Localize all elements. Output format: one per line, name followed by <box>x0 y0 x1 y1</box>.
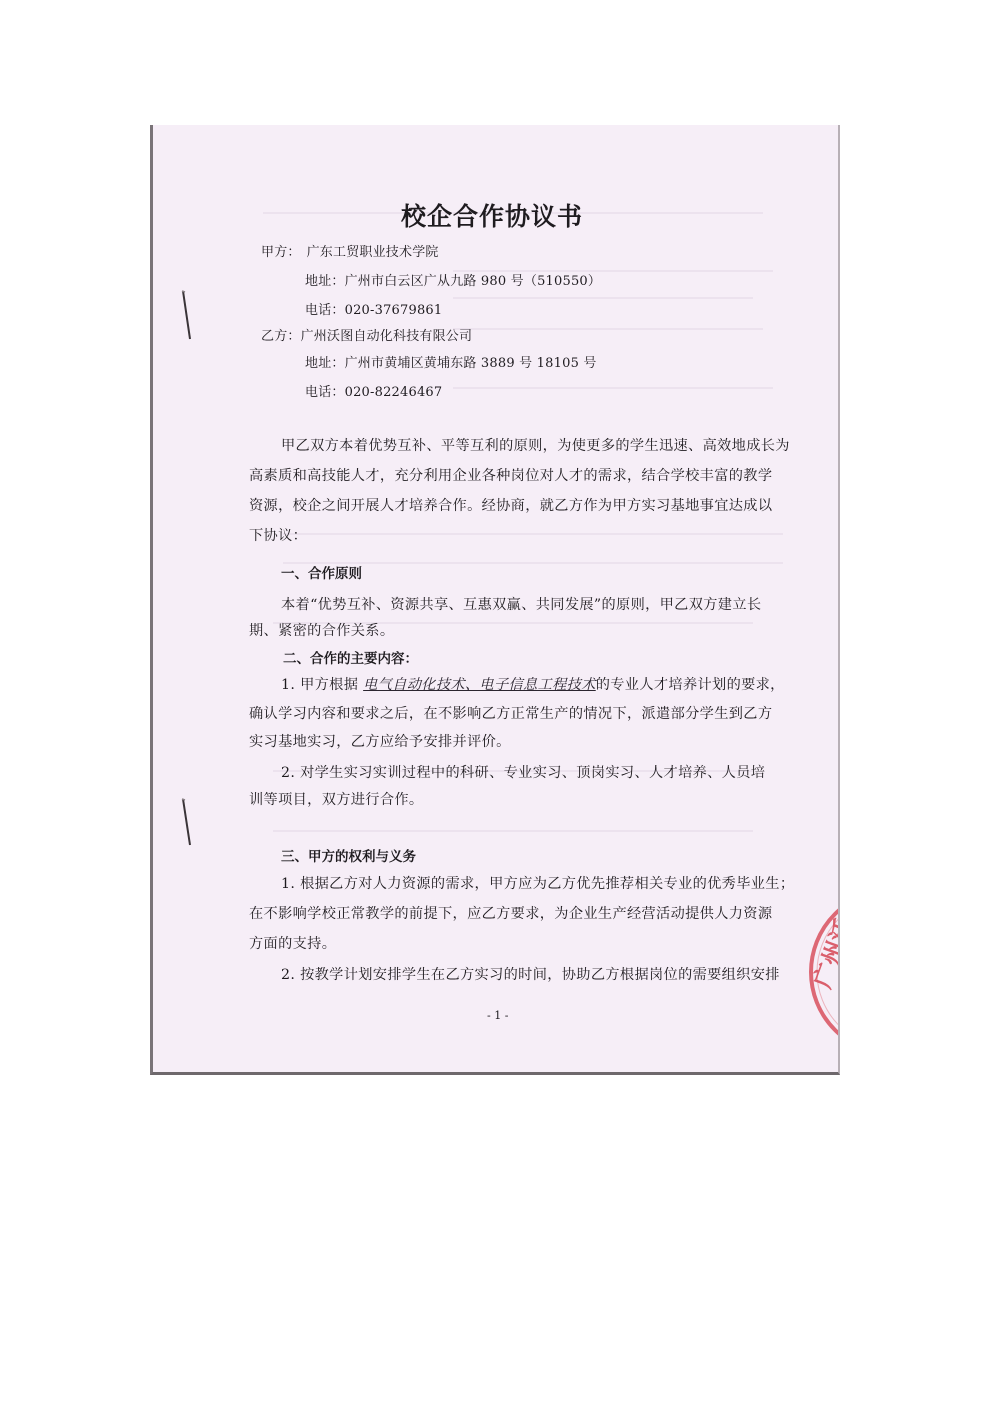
handwritten-fill: 电气自动化技术、电子信息工程技术 <box>363 677 596 693</box>
intro-line: 资源，校企之间开展人才培养合作。经协商，就乙方作为甲方实习基地事宜达成以 <box>249 498 773 514</box>
party-a-phone: 电话：020-37679861 <box>305 303 443 318</box>
company-seal-stamp <box>793 877 860 1067</box>
party-b-label: 乙方： <box>261 329 301 344</box>
show-through-line <box>453 387 773 389</box>
item1-suffix: 的专业人才培养计划的要求， <box>595 677 785 693</box>
section-2-line: 实习基地实习，乙方应给予安排并评价。 <box>249 734 511 750</box>
intro-line: 甲乙双方本着优势互补、平等互利的原则，为使更多的学生迅速、高效地成长为 <box>281 438 790 454</box>
section-3-heading: 三、甲方的权利与义务 <box>281 849 416 865</box>
show-through-line <box>283 533 783 535</box>
section-3-line: 方面的支持。 <box>249 936 337 952</box>
party-a-label: 甲方： <box>261 245 301 260</box>
party-b-name: 广州沃图自动化科技有限公司 <box>300 329 473 344</box>
page-number: - 1 - <box>487 1009 509 1022</box>
section-2-item-1-first-line <box>281 674 785 694</box>
section-1-heading: 一、合作原则 <box>281 566 362 582</box>
show-through-line <box>453 328 763 330</box>
party-b-phone: 电话：020-82246467 <box>305 385 443 400</box>
show-through-line <box>273 830 753 832</box>
section-3-line: 在不影响学校正常教学的前提下，应乙方要求，为企业生产经营活动提供人力资源 <box>249 906 773 922</box>
party-a-address: 地址：广州市白云区广从九路 980 号（510550） <box>305 274 602 289</box>
svg-text:广州沃: 广州沃 <box>807 914 860 992</box>
intro-line: 下协议： <box>249 528 308 544</box>
section-3-line: 1. 根据乙方对人力资源的需求，甲方应为乙方优先推荐相关专业的优秀毕业生； <box>281 876 795 892</box>
party-b-line <box>261 325 472 344</box>
section-1-line: 本着“优势互补、资源共享、互惠双赢、共同发展”的原则，甲乙双方建立长 <box>281 597 762 613</box>
show-through-line <box>453 297 753 299</box>
party-b-address: 地址：广州市黄埔区黄埔东路 3889 号 18105 号 <box>305 356 597 371</box>
scanned-page <box>150 125 860 1075</box>
document-title: 校企合作协议书 <box>401 202 584 231</box>
item1-prefix: 1. 甲方根据 <box>281 677 359 693</box>
section-2-line: 2. 对学生实习实训过程中的科研、专业实习、顶岗实习、人才培养、人员培 <box>281 765 766 781</box>
party-a-name: 广东工贸职业技术学院 <box>306 245 439 260</box>
party-a-line <box>261 241 439 260</box>
section-2-line: 确认学习内容和要求之后，在不影响乙方正常生产的情况下，派遣部分学生到乙方 <box>249 706 773 722</box>
section-3-line: 2. 按教学计划安排学生在乙方实习的时间，协助乙方根据岗位的需要组织安排 <box>281 967 780 983</box>
section-2-line: 训等项目，双方进行合作。 <box>249 792 424 808</box>
section-2-heading: 二、合作的主要内容： <box>283 651 418 667</box>
staple-icon <box>177 289 197 343</box>
intro-line: 高素质和高技能人才，充分利用企业各种岗位对人才的需求，结合学校丰富的教学 <box>249 468 773 484</box>
staple-icon <box>177 797 197 851</box>
section-1-line: 期、紧密的合作关系。 <box>249 623 395 639</box>
